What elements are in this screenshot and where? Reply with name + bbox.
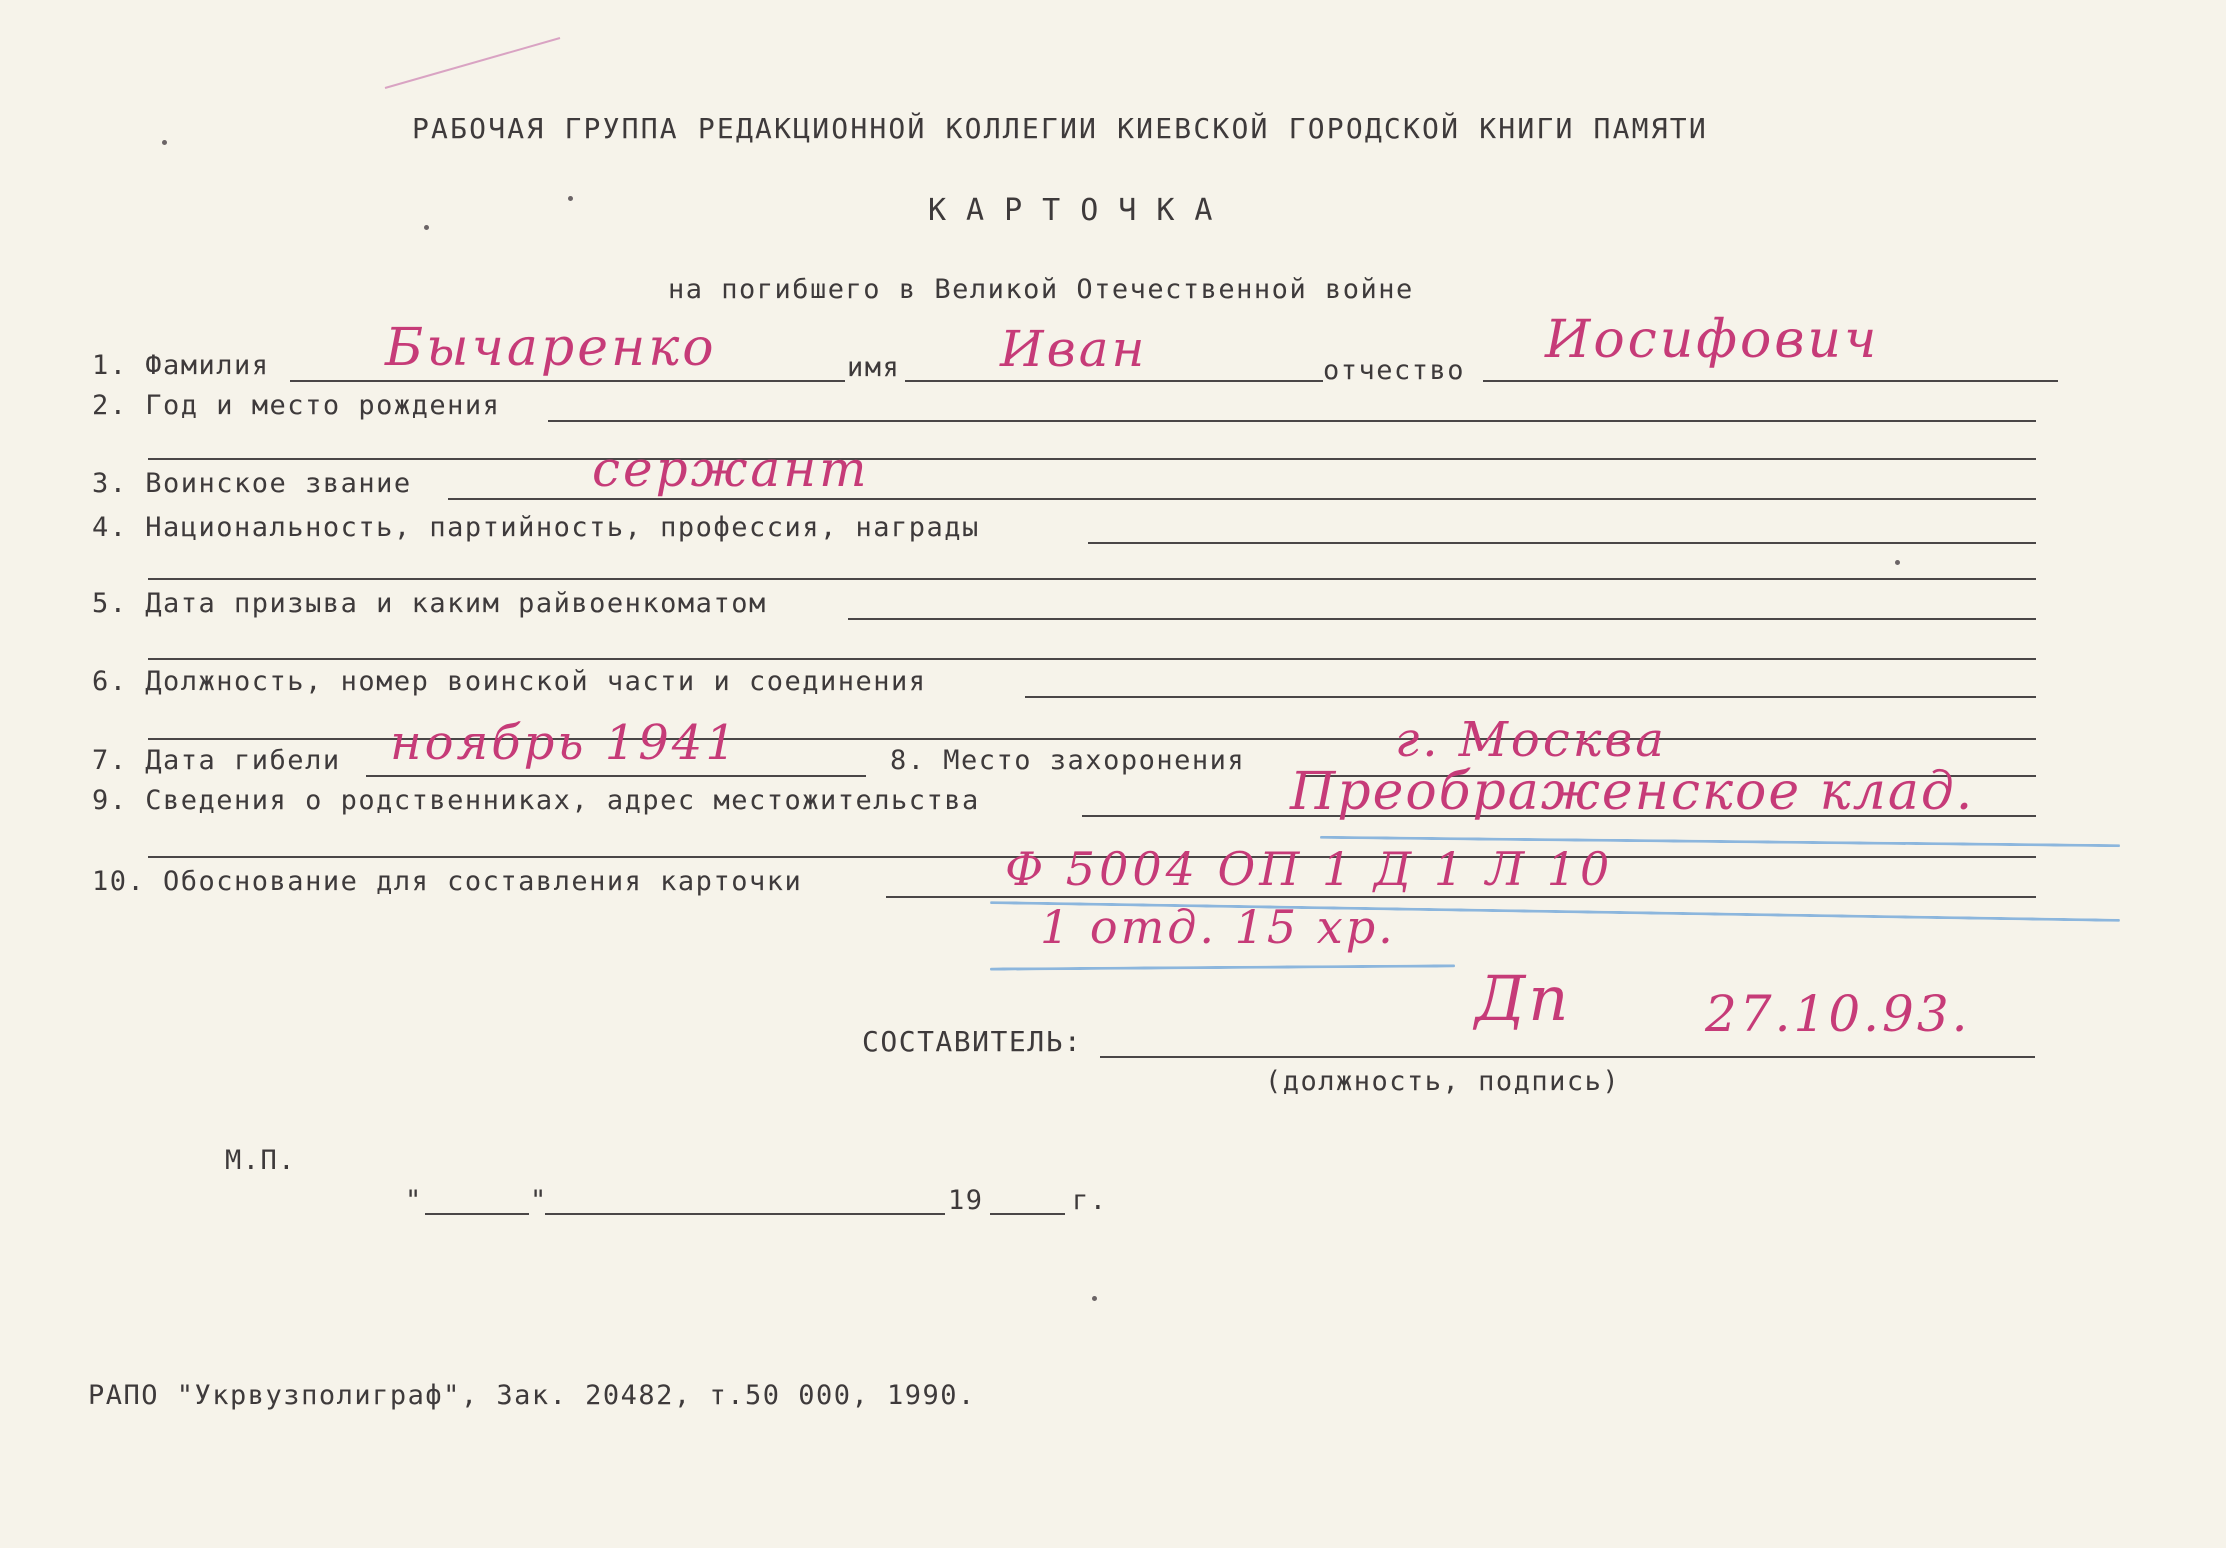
rank-line <box>448 498 2036 500</box>
handwritten-sign-date: 27.10.93. <box>1705 985 1971 1043</box>
month-line <box>545 1213 945 1215</box>
field-label-position: 6. Должность, номер воинской части и соединения <box>92 666 927 697</box>
day-line <box>425 1213 529 1215</box>
handwritten-death-date: ноябрь 1941 <box>390 715 739 771</box>
birth-line <box>548 420 2036 422</box>
print-imprint: РАПО "Укрвузполиграф", Зак. 20482, т.50 000, 1990. <box>88 1380 976 1411</box>
field-label-surname: 1. Фамилия <box>92 350 270 381</box>
conscription-line <box>848 618 2036 620</box>
handwritten-burial-city: г. Москва <box>1395 712 1667 768</box>
field-label-conscription: 5. Дата призыва и каким райвоенкоматом <box>92 588 767 619</box>
date-open-quote: " <box>405 1185 423 1216</box>
field-label-birth: 2. Год и место рождения <box>92 390 501 421</box>
birth-line-2 <box>148 458 2036 460</box>
speck <box>1895 560 1900 565</box>
date-year-suffix: г. <box>1072 1185 1108 1216</box>
stray-mark <box>385 38 560 88</box>
compiler-label: СОСТАВИТЕЛЬ: <box>862 1025 1083 1058</box>
stamp-place: М.П. <box>225 1145 297 1176</box>
speck <box>568 196 573 201</box>
handwritten-rank: сержант <box>592 440 870 498</box>
surname-line <box>290 380 845 382</box>
field-label-rank: 3. Воинское звание <box>92 468 412 499</box>
speck <box>1092 1296 1097 1301</box>
field-label-relatives: 9. Сведения о родственниках, адрес местожительства <box>92 785 980 816</box>
position-line <box>1025 696 2036 698</box>
field-label-burial: 8. Место захоронения <box>890 745 1246 776</box>
patronymic-line <box>1483 380 2058 382</box>
name-line <box>905 380 1323 382</box>
compiler-caption: (должность, подпись) <box>1265 1066 1621 1097</box>
death-date-line <box>366 775 866 777</box>
field-label-nationality: 4. Национальность, партийность, профессия, награды <box>92 512 980 543</box>
handwritten-patronymic: Иосифович <box>1545 310 1880 370</box>
compiler-line <box>1100 1056 2035 1058</box>
handwritten-basis-1: Ф 5004 ОП 1 Д 1 Л 10 <box>1005 842 1614 896</box>
field-label-name: имя <box>847 352 901 383</box>
card-subtitle: на погибшего в Великой Отечественной войне <box>668 274 1414 305</box>
year-line <box>990 1213 1065 1215</box>
card-title: КАРТОЧКА <box>928 193 1233 228</box>
speck <box>424 225 429 230</box>
handwritten-surname: Бычаренко <box>385 318 717 378</box>
field-label-death-date: 7. Дата гибели <box>92 745 341 776</box>
nationality-line-2 <box>148 578 2036 580</box>
handwritten-name: Иван <box>1000 320 1148 378</box>
date-century: 19 <box>948 1185 984 1216</box>
nationality-line <box>1088 542 2036 544</box>
field-label-patronymic: отчество <box>1323 355 1466 386</box>
header-title: РАБОЧАЯ ГРУППА РЕДАКЦИОННОЙ КОЛЛЕГИИ КИЕВСКОЙ ГОРОДСКОЙ КНИГИ ПАМЯТИ <box>412 112 1708 145</box>
field-label-basis: 10. Обоснование для составления карточки <box>92 866 803 897</box>
handwritten-burial-place: Преображенское клад. <box>1290 762 1975 822</box>
handwritten-basis-2: 1 отд. 15 хр. <box>1040 900 1396 954</box>
basis-line <box>886 896 2036 898</box>
handwritten-signature: Дп <box>1475 962 1572 1035</box>
speck <box>162 140 167 145</box>
date-close-quote: " <box>530 1185 548 1216</box>
conscription-line-2 <box>148 658 2036 660</box>
